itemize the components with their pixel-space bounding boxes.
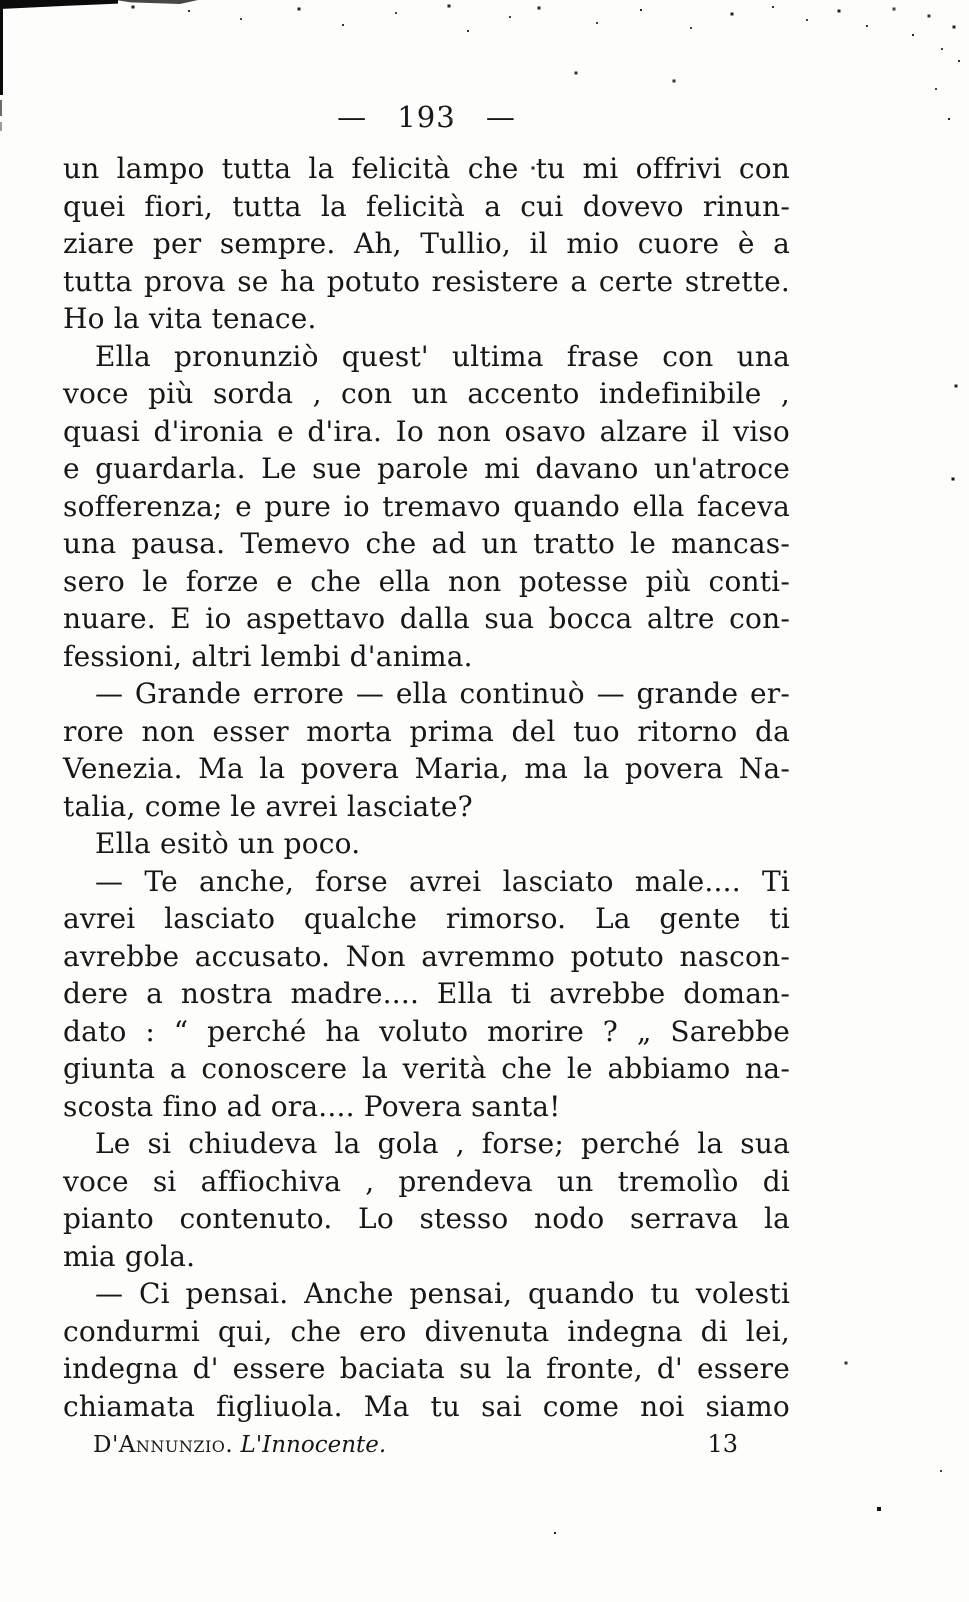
scan-noise-specks [0,0,2,2]
footer-author: D'Annunzio. [93,1432,234,1458]
page-footer [63,1429,790,1460]
scan-noise-top-bar [0,0,118,9]
text-line: e guardarla. Le sue parole mi davano un'atroce [63,452,790,485]
text-line: giunta a conoscere la verità che le abbiamo na- [63,1052,790,1085]
text-line: voce più sorda , con un accento indefinibile , [63,377,790,410]
text-line: Ella pronunziò quest' ultima frase con una [95,339,790,373]
text-line: un lampo tutta la felicità che tu mi offrivi con [63,152,790,185]
scan-noise-top-bar-2 [116,0,198,4]
text-line: quasi d'ironia e d'ira. Io non osavo alzare il viso [63,414,790,448]
text-line: rore non esser morta prima del tuo ritorno da [63,714,790,748]
text-line: chiamata figliuola. Ma tu sai come noi siamo [63,1389,790,1423]
text-line: dato : “ perché ha voluto morire ? „ Sarebbe [63,1014,790,1048]
text-line: condurmi qui, che ero divenuta indegna di lei, [63,1314,790,1348]
footer-book-title: L'Innocente. [240,1432,387,1458]
text-line: — Te anche, forse avrei lasciato male.... Ti [95,864,790,898]
text-line: nuare. E io aspettavo dalla sua bocca altre con- [63,602,790,635]
text-line: sero le forze e che ella non potesse più conti- [63,564,790,598]
text-line: avrei lasciato qualche rimorso. La gente ti [63,902,790,935]
footer-colophon [93,1430,386,1460]
text-line: fessioni, altri lembi d'anima. [63,639,473,673]
signature-number: 13 [707,1430,738,1458]
page-number-header: — 193 — [337,100,516,134]
text-line: Ho la vita tenace. [63,302,317,335]
text-line: ziare per sempre. Ah, Tullio, il mio cuore è a [63,227,790,260]
scan-noise-left-edge [0,5,3,95]
text-line: indegna d' essere baciata su la fronte, d' essere [63,1352,790,1385]
text-line: avrebbe accusato. Non avremmo potuto nascon- [63,939,790,973]
text-line: tutta prova se ha potuto resistere a certe strette. [63,264,790,298]
scan-noise-left-dash [0,100,2,116]
scan-noise-left-dash [0,122,2,131]
text-line: — Grande errore — ella continuò — grande er- [95,677,790,710]
text-line: voce si affiochiva , prendeva un tremolìo di [63,1164,790,1198]
text-line: Le si chiudeva la gola , forse; perché la sua [95,1127,790,1160]
text-line: Ella esitò un poco. [95,827,361,860]
text-line: pianto contenuto. Lo stesso nodo serrava la [63,1202,790,1235]
text-line: mia gola. [63,1239,196,1273]
text-line: — Ci pensai. Anche pensai, quando tu volesti [95,1277,790,1310]
text-line: una pausa. Temevo che ad un tratto le mancas- [63,527,790,560]
text-line: Venezia. Ma la povera Maria, ma la povera Na- [63,752,790,785]
text-line: scosta fino ad ora.... Povera santa! [63,1089,561,1123]
text-line: dere a nostra madre.... Ella ti avrebbe doman- [63,977,790,1010]
text-line: talia, come le avrei lasciate? [63,789,473,823]
text-line: quei fiori, tutta la felicità a cui dovevo rinun- [63,189,790,223]
text-block [63,150,790,1425]
text-line: sofferenza; e pure io tremavo quando ella faceva [63,489,790,523]
